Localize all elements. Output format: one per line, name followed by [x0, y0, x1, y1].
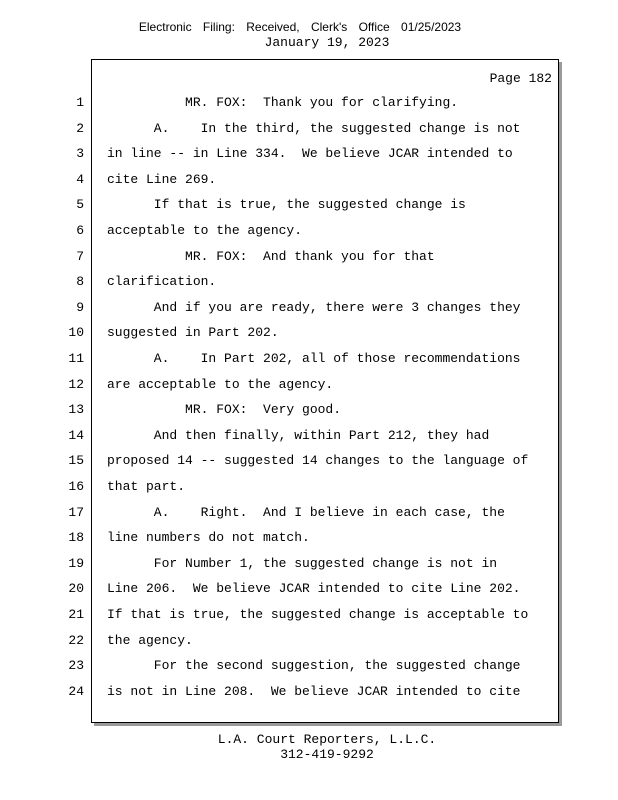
line-number: 18	[68, 530, 84, 546]
transcript-line	[0, 580, 560, 598]
line-number: 23	[68, 658, 84, 674]
line-text: that part.	[107, 479, 186, 494]
transcript-line	[0, 120, 560, 138]
line-text: suggested in Part 202.	[107, 325, 279, 341]
line-number: 8	[76, 274, 84, 290]
transcript-line	[0, 171, 560, 189]
line-number: 4	[76, 171, 84, 187]
line-text: Line 206. We believe JCAR intended to cite Line 202.	[107, 581, 521, 597]
electronic-filing-stamp: Electronic Filing: Received, Clerk's Office 01/25/2023	[138, 20, 462, 34]
transcript-line	[0, 350, 560, 368]
line-number: 2	[76, 120, 84, 136]
line-number: 6	[76, 223, 84, 238]
line-number: 14	[68, 427, 84, 443]
line-text: A. In the third, the suggested change is not	[107, 120, 521, 136]
line-number: 5	[76, 197, 84, 213]
transcript-line	[0, 273, 560, 291]
transcript-line	[0, 452, 560, 470]
transcript-line	[0, 683, 560, 701]
line-text: MR. FOX: Very good.	[107, 402, 342, 418]
transcript-line	[0, 196, 560, 214]
transcript-line	[0, 632, 560, 650]
line-number: 10	[68, 325, 84, 341]
transcript-line	[0, 529, 560, 547]
line-number: 19	[68, 555, 84, 571]
line-text: If that is true, the suggested change is	[107, 197, 466, 213]
line-number: 22	[68, 632, 84, 648]
line-text: are acceptable to the agency.	[107, 376, 334, 392]
line-number: 16	[68, 479, 84, 494]
transcript-line	[0, 299, 560, 317]
transcript-line	[0, 248, 560, 266]
line-text: is not in Line 208. We believe JCAR intended to cite	[107, 683, 521, 699]
line-number: 24	[68, 683, 84, 699]
line-number: 7	[76, 248, 84, 264]
court-reporter-name: L.A. Court Reporters, L.L.C.	[217, 732, 437, 747]
hearing-date: January 19, 2023	[264, 35, 390, 50]
line-number: 15	[68, 453, 84, 469]
line-text: MR. FOX: And thank you for that	[107, 248, 435, 264]
line-number: 12	[68, 376, 84, 392]
transcript-line	[0, 376, 560, 394]
transcript-line	[0, 324, 560, 342]
line-text: in line -- in Line 334. We believe JCAR intended to	[107, 146, 513, 162]
line-number: 21	[68, 607, 84, 622]
transcript-line	[0, 606, 560, 624]
line-number: 20	[68, 581, 84, 597]
line-text: proposed 14 -- suggested 14 changes to the language of	[107, 453, 529, 469]
transcript-line	[0, 478, 560, 496]
line-text: clarification.	[107, 274, 217, 290]
line-text: A. In Part 202, all of those recommendations	[107, 351, 521, 366]
line-text: And then finally, within Part 212, they had	[107, 427, 490, 443]
transcript-line	[0, 657, 560, 675]
line-text: For the second suggestion, the suggested change	[107, 658, 521, 674]
line-text: A. Right. And I believe in each case, the	[107, 504, 505, 520]
line-number: 13	[68, 402, 84, 418]
transcript-line	[0, 94, 560, 112]
page-number: Page 182	[489, 71, 552, 86]
line-text: the agency.	[107, 632, 193, 648]
line-number: 9	[76, 299, 84, 315]
line-text: cite Line 269.	[107, 171, 217, 187]
transcript-line	[0, 504, 560, 522]
line-text: MR. FOX: Thank you for clarifying.	[107, 95, 459, 110]
line-text: acceptable to the agency.	[107, 223, 303, 238]
transcript-line	[0, 427, 560, 445]
transcript-line	[0, 222, 560, 240]
line-text: For Number 1, the suggested change is not in	[107, 555, 498, 571]
line-number: 11	[68, 351, 84, 366]
line-number: 3	[76, 146, 84, 162]
court-reporter-phone: 312-419-9292	[280, 747, 374, 762]
line-number: 1	[76, 95, 84, 110]
transcript-line	[0, 145, 560, 163]
transcript-line	[0, 401, 560, 419]
line-text: If that is true, the suggested change is acceptable to	[107, 607, 529, 622]
line-number: 17	[68, 504, 84, 520]
line-text: And if you are ready, there were 3 changes they	[107, 299, 521, 315]
transcript-line	[0, 555, 560, 573]
line-text: line numbers do not match.	[107, 530, 310, 546]
